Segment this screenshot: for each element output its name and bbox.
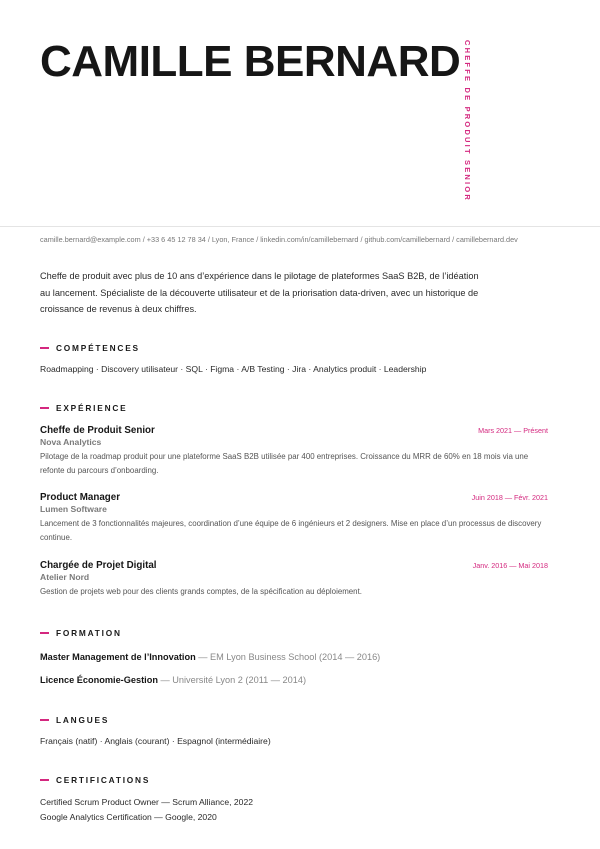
education-entry bbox=[40, 675, 306, 685]
profile-summary: Cheffe de produit avec plus de 10 ans d’expérience dans le pilotage de plateformes SaaS B2B, de l’idéation au lancement. Spécialiste de la découverte utilisateur et de la priorisation data-driven, avec un historique de croissance de revenus à deux chiffres. bbox=[40, 271, 479, 314]
job-description: Lancement de 3 fonctionnalités majeures, coordination d’une équipe de 6 ingénieurs et 2 designers. Mise en place d’un processus de discovery continue. bbox=[40, 519, 542, 542]
degree-name: Master Management de l’Innovation bbox=[40, 652, 196, 662]
section-label: LANGUES bbox=[56, 715, 110, 725]
job-title: Cheffe de Produit Senior bbox=[40, 425, 155, 436]
experience-entry bbox=[40, 425, 548, 477]
section-label: COMPÉTENCES bbox=[56, 343, 140, 353]
job-dates: Mars 2021 — Présent bbox=[478, 426, 548, 435]
degree-name: Licence Économie-Gestion bbox=[40, 675, 158, 685]
degree-detail: — EM Lyon Business School (2014 — 2016) bbox=[198, 652, 381, 662]
section-label: CERTIFICATIONS bbox=[56, 775, 151, 785]
languages-list: Français (natif) · Anglais (courant) · Espagnol (intermédiaire) bbox=[40, 736, 271, 746]
job-description: Pilotage de la roadmap produit pour une plateforme SaaS B2B utilisée par 400 entreprises. Croissance du MRR de 60% en 18 mois via une refonte du parcours d’onboarding. bbox=[40, 452, 529, 475]
accent-dash bbox=[40, 347, 49, 348]
degree-detail: — Université Lyon 2 (2011 — 2014) bbox=[160, 675, 307, 685]
section-title-education bbox=[40, 628, 122, 638]
job-dates: Juin 2018 — Févr. 2021 bbox=[471, 493, 548, 502]
contact-line: camille.bernard@example.com / +33 6 45 12 78 34 / Lyon, France / linkedin.com/in/camillebernard / github.com/camillebernard / camillebernard.dev bbox=[40, 235, 518, 244]
education-entry bbox=[40, 652, 380, 662]
skills-list: Roadmapping · Discovery utilisateur · SQL · Figma · A/B Testing · Jira · Analytics produit · Leadership bbox=[40, 364, 427, 374]
certification-item: Google Analytics Certification — Google, 2020 bbox=[40, 812, 217, 822]
job-company: Atelier Nord bbox=[40, 572, 90, 582]
section-title-skills bbox=[40, 343, 140, 353]
section-title-experience bbox=[40, 403, 127, 413]
job-company: Lumen Software bbox=[40, 504, 107, 514]
certification-item: Certified Scrum Product Owner — Scrum Alliance, 2022 bbox=[40, 797, 254, 807]
job-title: Chargée de Projet Digital bbox=[40, 560, 157, 571]
section-title-certifications bbox=[40, 775, 150, 785]
candidate-name: CAMILLE BERNARD bbox=[40, 37, 461, 86]
section-title-languages bbox=[40, 715, 109, 725]
experience-entry bbox=[40, 492, 548, 544]
accent-dash bbox=[40, 632, 49, 633]
accent-dash bbox=[40, 779, 49, 780]
experience-entry bbox=[40, 560, 548, 599]
section-label: FORMATION bbox=[56, 628, 122, 638]
header-divider bbox=[0, 226, 600, 227]
job-title: Product Manager bbox=[40, 492, 121, 503]
job-company: Nova Analytics bbox=[40, 437, 102, 447]
job-role-title: CHEFFE DE PRODUIT SENIOR bbox=[463, 40, 472, 202]
accent-dash bbox=[40, 719, 49, 720]
job-dates: Janv. 2016 — Mai 2018 bbox=[472, 561, 548, 570]
job-description: Gestion de projets web pour des clients grands comptes, de la spécification au déploiement. bbox=[40, 587, 362, 596]
section-label: EXPÉRIENCE bbox=[56, 403, 128, 413]
accent-dash bbox=[40, 407, 49, 408]
